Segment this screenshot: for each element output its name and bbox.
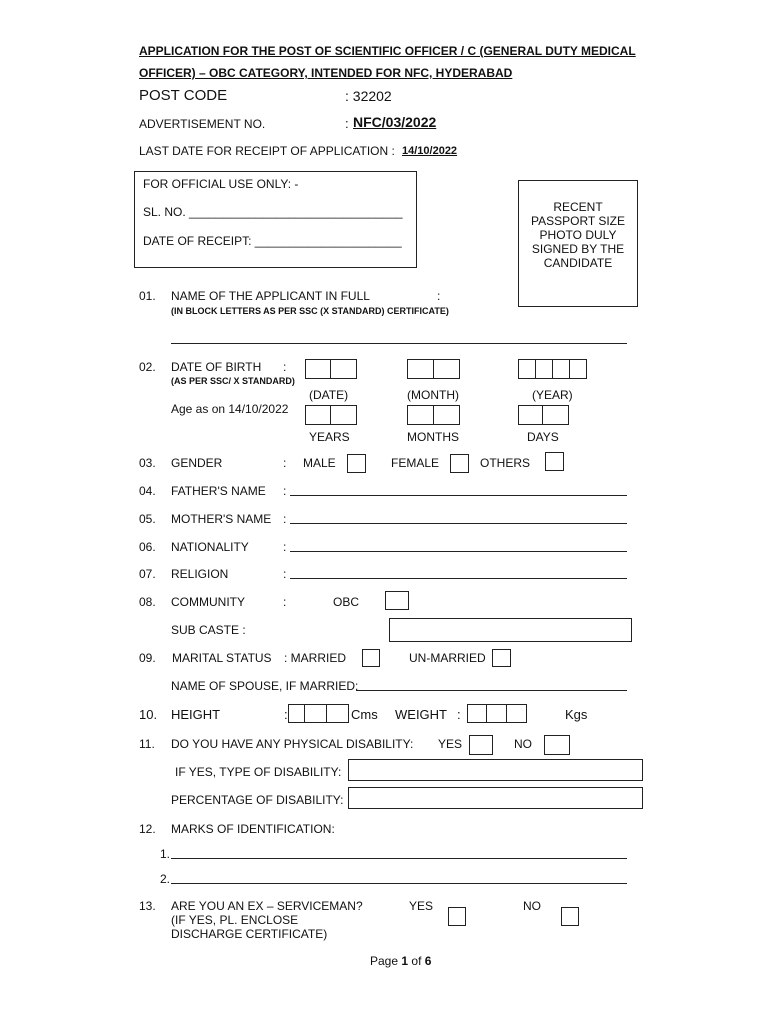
ex-serviceman-line-3: DISCHARGE CERTIFICATE) (171, 927, 328, 941)
age-years-digit-1[interactable] (305, 405, 331, 425)
dob-year-digit-1[interactable] (518, 359, 536, 379)
field-10-number: 10. (139, 707, 158, 722)
gender-male-checkbox[interactable] (347, 454, 366, 473)
weight-digit-2[interactable] (486, 704, 507, 723)
dob-note: (AS PER SSC/ X STANDARD) (171, 376, 295, 386)
disability-percentage-input[interactable] (348, 787, 643, 809)
date-of-receipt-field[interactable]: DATE OF RECEIPT: ______________________ (143, 234, 402, 248)
title-line-1: APPLICATION FOR THE POST OF SCIENTIFIC OFFICER / C (GENERAL DUTY MEDICAL (139, 44, 636, 58)
last-date-value: 14/10/2022 (402, 145, 458, 157)
page-of: of (411, 954, 422, 968)
gender-label: GENDER (171, 456, 223, 470)
nationality-input[interactable] (290, 551, 627, 552)
religion-label: RELIGION (171, 567, 229, 581)
height-label: HEIGHT (171, 707, 221, 722)
mark-1-number: 1. (160, 847, 171, 861)
field-02-number: 02. (139, 360, 156, 374)
father-name-input[interactable] (290, 495, 627, 496)
height-unit: Cms (351, 707, 378, 722)
ex-serviceman-label (171, 899, 363, 941)
dob-year-digit-3[interactable] (552, 359, 570, 379)
dob-year-digit-4[interactable] (569, 359, 587, 379)
page-indicator (370, 954, 431, 968)
age-label: Age as on 14/10/2022 (171, 402, 289, 416)
spouse-name-input[interactable] (356, 690, 627, 691)
dob-label: DATE OF BIRTH (171, 360, 262, 374)
photo-line-1: RECENT (553, 200, 603, 214)
religion-input[interactable] (290, 578, 627, 579)
father-name-colon: : (283, 484, 287, 498)
weight-digit-3[interactable] (506, 704, 527, 723)
mark-2-input[interactable] (171, 883, 627, 884)
field-12-number: 12. (139, 822, 156, 836)
photo-line-3: PHOTO DULY (539, 228, 617, 242)
field-04-number: 04. (139, 484, 156, 498)
age-months-digit-1[interactable] (407, 405, 434, 425)
married-checkbox[interactable] (362, 649, 380, 667)
page-prefix: Page (370, 954, 399, 968)
disability-type-label: IF YES, TYPE OF DISABILITY: (175, 765, 342, 779)
advertisement-number: NFC/03/2022 (353, 114, 437, 130)
field-13-number: 13. (139, 899, 156, 913)
dob-date-digit-1[interactable] (305, 359, 331, 379)
religion-colon: : (283, 567, 287, 581)
applicant-name-input[interactable] (171, 343, 627, 344)
field-09-number: 09. (139, 651, 156, 665)
dob-date-digit-2[interactable] (330, 359, 357, 379)
field-01-number: 01. (139, 289, 156, 303)
page-current: 1 (401, 954, 409, 968)
ex-serviceman-yes-label: YES (409, 899, 434, 913)
gender-female-checkbox[interactable] (450, 454, 469, 473)
ex-serviceman-line-2: (IF YES, PL. ENCLOSE (171, 913, 299, 927)
sl-no-field[interactable]: SL. NO. ________________________________ (143, 205, 403, 219)
unmarried-label: UN-MARRIED (409, 651, 486, 665)
dob-date-caption: (DATE) (309, 388, 349, 402)
advertisement-colon: : (345, 116, 349, 131)
official-use-title: FOR OFFICIAL USE ONLY: - (143, 177, 299, 191)
disability-label: DO YOU HAVE ANY PHYSICAL DISABILITY: (171, 737, 414, 751)
nationality-label: NATIONALITY (171, 540, 249, 554)
height-digit-2[interactable] (304, 704, 327, 723)
disability-type-input[interactable] (348, 759, 643, 781)
marital-status-label: MARITAL STATUS (172, 651, 272, 665)
disability-yes-label: YES (438, 737, 463, 751)
age-months-caption: MONTHS (407, 430, 459, 444)
field-03-number: 03. (139, 456, 156, 470)
mother-name-colon: : (283, 512, 287, 526)
applicant-name-colon: : (437, 289, 441, 303)
weight-label: WEIGHT (395, 707, 447, 722)
gender-others-label: OTHERS (480, 456, 531, 470)
post-code-label: POST CODE (139, 87, 228, 104)
community-label: COMMUNITY (171, 595, 245, 609)
ex-serviceman-line-1: ARE YOU AN EX – SERVICEMAN? (171, 899, 363, 913)
age-years-digit-2[interactable] (330, 405, 357, 425)
mother-name-input[interactable] (290, 523, 627, 524)
photo-line-5: CANDIDATE (543, 256, 613, 270)
disability-no-label: NO (514, 737, 532, 751)
dob-month-caption: (MONTH) (407, 388, 459, 402)
title-line-2: OFFICER) – OBC CATEGORY, INTENDED FOR NFC, HYDERABAD (139, 66, 513, 80)
gender-male-label: MALE (303, 456, 336, 470)
advertisement-label: ADVERTISEMENT NO. (139, 117, 266, 131)
post-code-value: : 32202 (345, 88, 392, 104)
page-total: 6 (424, 954, 432, 968)
last-date-label: LAST DATE FOR RECEIPT OF APPLICATION : (139, 144, 395, 158)
nationality-colon: : (283, 540, 287, 554)
dob-year-caption: (YEAR) (532, 388, 573, 402)
age-days-caption: DAYS (527, 430, 559, 444)
father-name-label: FATHER'S NAME (171, 484, 266, 498)
height-colon: : (284, 707, 288, 722)
dob-month-digit-2[interactable] (433, 359, 460, 379)
height-digit-3[interactable] (326, 704, 349, 723)
field-11-number: 11. (139, 737, 155, 751)
mark-2-number: 2. (160, 872, 171, 886)
spouse-name-label: NAME OF SPOUSE, IF MARRIED: (171, 679, 359, 693)
ex-serviceman-yes-checkbox[interactable] (448, 907, 466, 926)
age-days-digit-1[interactable] (518, 405, 543, 425)
field-05-number: 05. (139, 512, 156, 526)
disability-percentage-label: PERCENTAGE OF DISABILITY: (171, 793, 344, 807)
dob-year-digit-2[interactable] (535, 359, 553, 379)
weight-unit: Kgs (565, 707, 588, 722)
photo-box[interactable] (518, 180, 638, 307)
weight-digit-1[interactable] (467, 704, 487, 723)
gender-others-checkbox[interactable] (545, 452, 564, 471)
unmarried-checkbox[interactable] (492, 649, 511, 667)
disability-no-checkbox[interactable] (544, 735, 570, 755)
photo-line-4: SIGNED BY THE (531, 242, 625, 256)
sub-caste-input[interactable] (389, 618, 632, 642)
photo-line-2: PASSPORT SIZE (530, 214, 626, 228)
disability-yes-checkbox[interactable] (469, 735, 493, 755)
age-years-caption: YEARS (309, 430, 350, 444)
community-obc-label: OBC (333, 595, 360, 609)
community-obc-checkbox[interactable] (385, 591, 409, 610)
community-colon: : (283, 595, 287, 609)
gender-female-label: FEMALE (391, 456, 440, 470)
age-days-digit-2[interactable] (542, 405, 569, 425)
married-label: : MARRIED (284, 651, 347, 665)
weight-colon: : (457, 707, 461, 722)
applicant-name-label: NAME OF THE APPLICANT IN FULL (171, 289, 370, 303)
field-06-number: 06. (139, 540, 156, 554)
field-08-number: 08. (139, 595, 156, 609)
sub-caste-label: SUB CASTE : (171, 623, 246, 637)
field-07-number: 07. (139, 567, 156, 581)
gender-colon: : (283, 456, 287, 470)
dob-colon: : (283, 360, 287, 374)
ex-serviceman-no-label: NO (523, 899, 541, 913)
age-months-digit-2[interactable] (433, 405, 460, 425)
ex-serviceman-no-checkbox[interactable] (561, 907, 579, 926)
height-digit-1[interactable] (288, 704, 305, 723)
mark-1-input[interactable] (171, 858, 627, 859)
applicant-name-note: (IN BLOCK LETTERS AS PER SSC (X STANDARD) CERTIFICATE) (171, 306, 449, 316)
dob-month-digit-1[interactable] (407, 359, 434, 379)
official-use-box (134, 171, 417, 268)
identification-marks-label: MARKS OF IDENTIFICATION: (171, 822, 335, 836)
mother-name-label: MOTHER'S NAME (171, 512, 272, 526)
